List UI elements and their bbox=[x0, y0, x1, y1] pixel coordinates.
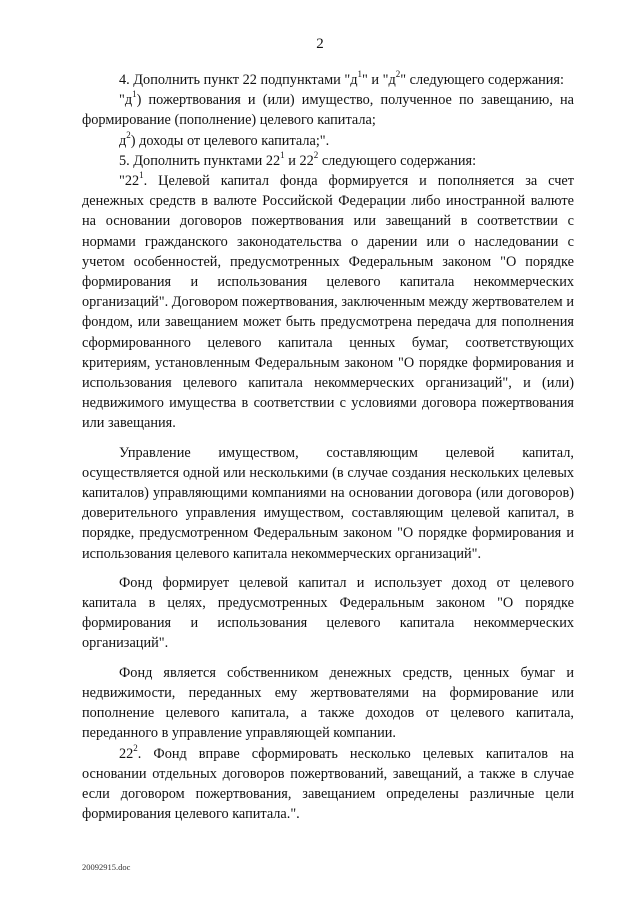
file-name-footer: 20092915.doc bbox=[82, 862, 131, 872]
text-run: Фонд формирует целевой капитал и использует доход от целевого капитала в целях, предусмотренных Федеральным законом "О порядке формирования и использования целевого капитала некоммерческих организаций". bbox=[82, 574, 574, 652]
paragraph-p1 bbox=[82, 70, 574, 90]
paragraph-p5 bbox=[82, 171, 574, 434]
text-run: Управление имуществом, составляющим целевой капитал, осуществляется одной или несколькими (в случае создания нескольких целевых капиталов) управляющими компаниями на основании договора (или договоров) доверительного управления имуществом, составляющим целевой капитал, в порядке, предусмотренном Федеральным законом "О порядке формирования и использования целевого капитала некоммерческих организаций". bbox=[82, 444, 574, 562]
superscript-index: 1 bbox=[132, 89, 137, 100]
superscript-index: 1 bbox=[280, 150, 285, 161]
text-run: д bbox=[119, 132, 127, 149]
paragraph-p6 bbox=[82, 443, 574, 564]
text-run: " следующего содержания: bbox=[400, 72, 564, 88]
text-run: 22 bbox=[119, 745, 134, 762]
superscript-index: 1 bbox=[139, 170, 144, 181]
text-run: ) доходы от целевого капитала;". bbox=[130, 132, 330, 149]
page-number: 2 bbox=[316, 36, 324, 52]
paragraph-p4 bbox=[82, 151, 574, 171]
text-run: "22 bbox=[119, 173, 140, 190]
superscript-index: 2 bbox=[133, 742, 138, 753]
document-body bbox=[82, 70, 574, 824]
text-run: . Фонд вправе сформировать несколько целевых капиталов на основании отдельных договоров пожертвований, завещаний, а также в случае если договором пожертвования, завещанием определены различные цели формирования целевого капитала.". bbox=[82, 745, 574, 823]
superscript-index: 2 bbox=[126, 129, 131, 140]
text-run: и 22 bbox=[284, 152, 314, 169]
text-run: 5. Дополнить пунктами 22 bbox=[119, 152, 281, 169]
text-run: . Целевой капитал фонда формируется и пополняется за счет денежных средств в валюте Российской Федерации либо иностранной валюте на основании договоров пожертвования или завещаний в соответствии с нормами гражданского законодательства о дарении или о наследовании с учетом особенностей, предусмотренных Федеральным законом "О порядке формирования и использования целевого капитала некоммерческих организаций". Договором пожертвования, заключенным между жертвователем и фондом, или завещанием может быть предусмотрена передача для пополнения сформированного целевого капитала ценных бумаг, соответствующих критериям, установленным Федеральным законом "О порядке формирования и использования целевого капитала некоммерческих организаций", и (или) недвижимого имущества в соответствии с условиями договора пожертвования или завещания. bbox=[82, 173, 574, 432]
superscript-index: 2 bbox=[313, 150, 319, 161]
text-run: "д bbox=[119, 92, 133, 109]
paragraph-p9 bbox=[82, 744, 574, 825]
text-run: " и "д bbox=[362, 72, 396, 88]
text-run: 4. Дополнить пункт 22 подпунктами "д bbox=[119, 72, 358, 88]
paragraph-p2 bbox=[82, 90, 574, 130]
paragraph-p3 bbox=[82, 131, 574, 151]
paragraph-p8 bbox=[82, 663, 574, 744]
text-run: Фонд является собственником денежных средств, ценных бумаг и недвижимости, переданных ему жертвователями на формирование или пополнение целевого капитала, а также доходов от целевого капитала, переданного в управление управляющей компании. bbox=[82, 664, 574, 742]
text-run: ) пожертвования и (или) имущество, полученное по завещанию, на формирование (пополнение) целевого капитала; bbox=[82, 92, 574, 129]
paragraph-p7 bbox=[82, 573, 574, 654]
superscript-index: 2 bbox=[395, 69, 401, 80]
superscript-index: 1 bbox=[357, 69, 363, 80]
text-run: следующего содержания: bbox=[318, 152, 477, 169]
